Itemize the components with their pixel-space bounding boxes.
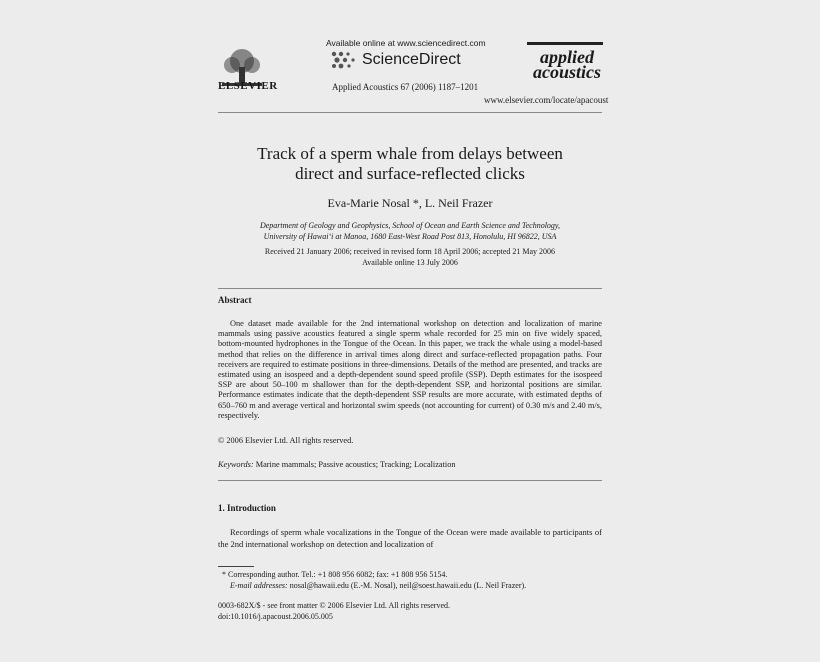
issn-line: 0003-682X/$ - see front matter © 2006 Elsevier Ltd. All rights reserved. xyxy=(218,601,451,610)
header-divider xyxy=(218,112,602,113)
footnote-divider xyxy=(218,566,254,567)
abstract-top-divider xyxy=(218,288,602,289)
journal-logo xyxy=(530,47,604,82)
available-online-text: Available online at www.sciencedirect.com xyxy=(326,38,486,48)
article-title xyxy=(218,144,602,184)
journal-url: www.elsevier.com/locate/apacoust xyxy=(484,95,609,105)
sciencedirect-wordmark: ScienceDirect xyxy=(362,51,461,68)
dates-line-1: Received 21 January 2006; received in revised form 18 April 2006; accepted 21 May 2006 xyxy=(264,247,556,256)
affiliation-line-1: Department of Geology and Geophysics, School of Ocean and Earth Science and Technology, xyxy=(259,221,561,230)
affiliation xyxy=(218,220,602,242)
title-line-2: direct and surface-reflected clicks xyxy=(295,164,525,183)
intro-heading: 1. Introduction xyxy=(218,503,276,513)
abstract-bottom-divider xyxy=(218,480,602,481)
footnote-emails xyxy=(230,581,526,590)
journal-reference: Applied Acoustics 67 (2006) 1187–1201 xyxy=(332,82,479,92)
title-line-1: Track of a sperm whale from delays between xyxy=(257,144,563,163)
keywords-list: Marine mammals; Passive acoustics; Tracking; Localization xyxy=(255,460,456,469)
intro-text: Recordings of sperm whale vocalizations in the Tongue of the Ocean were made available to participants of the 2nd international workshop on detection and localization of xyxy=(218,527,602,549)
article-dates xyxy=(218,246,602,268)
abstract-copyright: © 2006 Elsevier Ltd. All rights reserved. xyxy=(218,436,354,445)
doi-line: doi:10.1016/j.apacoust.2006.05.005 xyxy=(218,612,333,621)
email-addresses: nosal@hawaii.edu (E.-M. Nosal), neil@soest.hawaii.edu (L. Neil Frazer). xyxy=(289,581,527,590)
abstract-body xyxy=(218,319,602,421)
abstract-text: One dataset made available for the 2nd international workshop on detection and localization of marine mammals using passive acoustics featured a single sperm whale recorded for 25 min on five widely spaced, bottom-mounted hydrophones in the Tongue of the Ocean. In this paper, we track the whale using a model-based method that relies on the difference in arrival times along direct and surface-reflected propagation paths. Four receivers are required to estimate positions in three-dimensions. Details of the method are presented, and tracks are estimated using an isospeed and a depth-dependent sound speed profile (SSP). Depth estimates for the isospeed SSP are about 50–100 m shallower than for the depth-dependent SSP, and horizontal positions are similar. Performance estimates indicate that the depth-dependent SSP results are more accurate, with estimated depths of 650–760 m and average vertical and horizontal swim speeds (not accounting for current) of 0.30 m/s and 2.40 m/s, respectively. xyxy=(218,319,602,420)
journal-logo-line2: acoustics xyxy=(532,62,601,82)
keywords xyxy=(218,460,456,469)
abstract-heading: Abstract xyxy=(218,295,252,305)
dates-line-2: Available online 13 July 2006 xyxy=(362,258,458,267)
keywords-label: Keywords: xyxy=(218,460,254,469)
email-label: E-mail addresses: xyxy=(230,581,288,590)
footnote-corresponding: * Corresponding author. Tel.: +1 808 956 6082; fax: +1 808 956 5154. xyxy=(222,570,448,579)
affiliation-line-2: University of Hawai‘i at Manoa, 1680 East-West Road Post 813, Honolulu, HI 96822, USA xyxy=(263,232,557,241)
elsevier-wordmark: ELSEVIER xyxy=(218,80,278,92)
journal-logo-line1: applied xyxy=(540,47,594,67)
article-authors: Eva-Marie Nosal *, L. Neil Frazer xyxy=(327,196,493,210)
intro-body xyxy=(218,526,602,550)
